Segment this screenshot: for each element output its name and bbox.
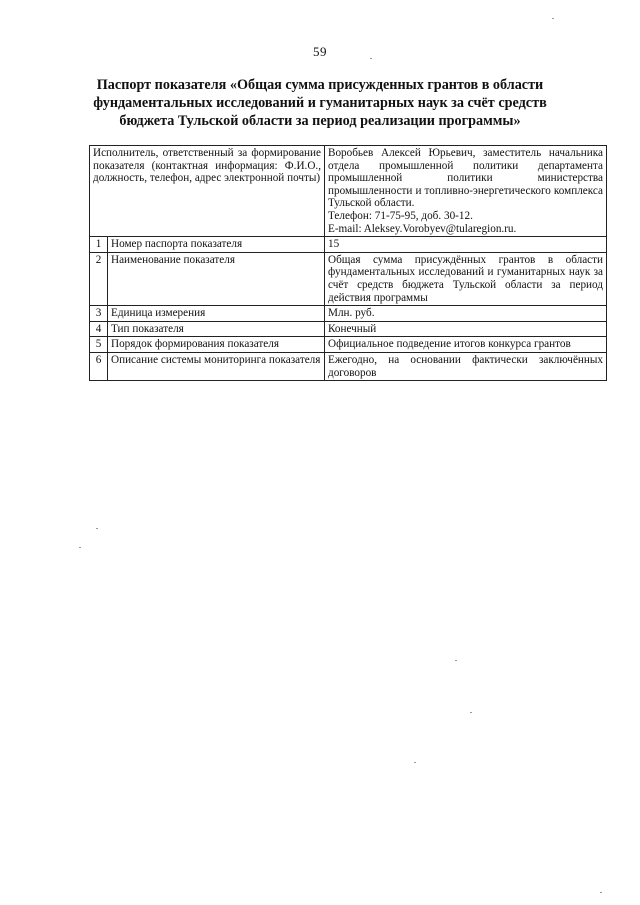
row-number: 2 [90, 252, 108, 305]
row-number: 4 [90, 321, 108, 337]
row-number: 5 [90, 337, 108, 353]
row-name: Порядок формирования показателя [108, 337, 325, 353]
executor-email: E-mail: Aleksey.Vorobyev@tularegion.ru. [328, 222, 517, 235]
scan-speck [455, 660, 457, 661]
executor-name-position: Воробьев Алексей Юрьевич, заместитель начальника отдела промышленной политики департамента промышленной политики министерства промышленности и топливно-энергетического комплекса Тульской области. [328, 147, 603, 210]
row-name: Тип показателя [108, 321, 325, 337]
title-line-2: фундаментальных исследований и гуманитарных наук за счёт средств [93, 95, 547, 111]
row-value: Общая сумма присуждённых грантов в области фундаментальных исследований и гуманитарных наук за счёт средств бюджета Тульской области за период действия программы [325, 252, 607, 305]
row-name: Номер паспорта показателя [108, 237, 325, 253]
table-row [90, 321, 607, 337]
row-value: 15 [325, 237, 607, 253]
document-title [70, 76, 570, 130]
page-number: 59 [313, 44, 327, 59]
row-value: Официальное подведение итогов конкурса грантов [325, 337, 607, 353]
scan-speck [414, 762, 416, 763]
row-number: 3 [90, 306, 108, 322]
table-row [90, 352, 607, 380]
table-row-executor [90, 146, 607, 237]
scan-speck [96, 528, 98, 529]
row-value: Ежегодно, на основании фактически заключённых договоров [325, 352, 607, 380]
scan-speck [600, 892, 602, 893]
scan-speck [470, 712, 472, 713]
table-row [90, 237, 607, 253]
row-value: Конечный [325, 321, 607, 337]
title-line-1: Паспорт показателя «Общая сумма присужденных грантов в области [96, 77, 544, 93]
table-row [90, 252, 607, 305]
executor-phone: Телефон: 71-75-95, доб. 30-12. [328, 209, 473, 222]
row-name: Наименование показателя [108, 252, 325, 305]
scan-speck [552, 18, 554, 19]
executor-value-cell [325, 146, 607, 237]
table-row [90, 337, 607, 353]
scan-speck [370, 58, 372, 59]
row-number: 1 [90, 237, 108, 253]
indicator-passport-table [89, 145, 607, 381]
table-row [90, 306, 607, 322]
row-number: 6 [90, 352, 108, 380]
title-line-3: бюджета Тульской области за период реализации программы» [119, 113, 521, 129]
row-name: Единица измерения [108, 306, 325, 322]
executor-label-cell: Исполнитель, ответственный за формирование показателя (контактная информация: Ф.И.О., должность, телефон, адрес электронной почты) [90, 146, 325, 237]
row-value: Млн. руб. [325, 306, 607, 322]
row-name: Описание системы мониторинга показателя [108, 352, 325, 380]
scan-speck [79, 547, 81, 548]
